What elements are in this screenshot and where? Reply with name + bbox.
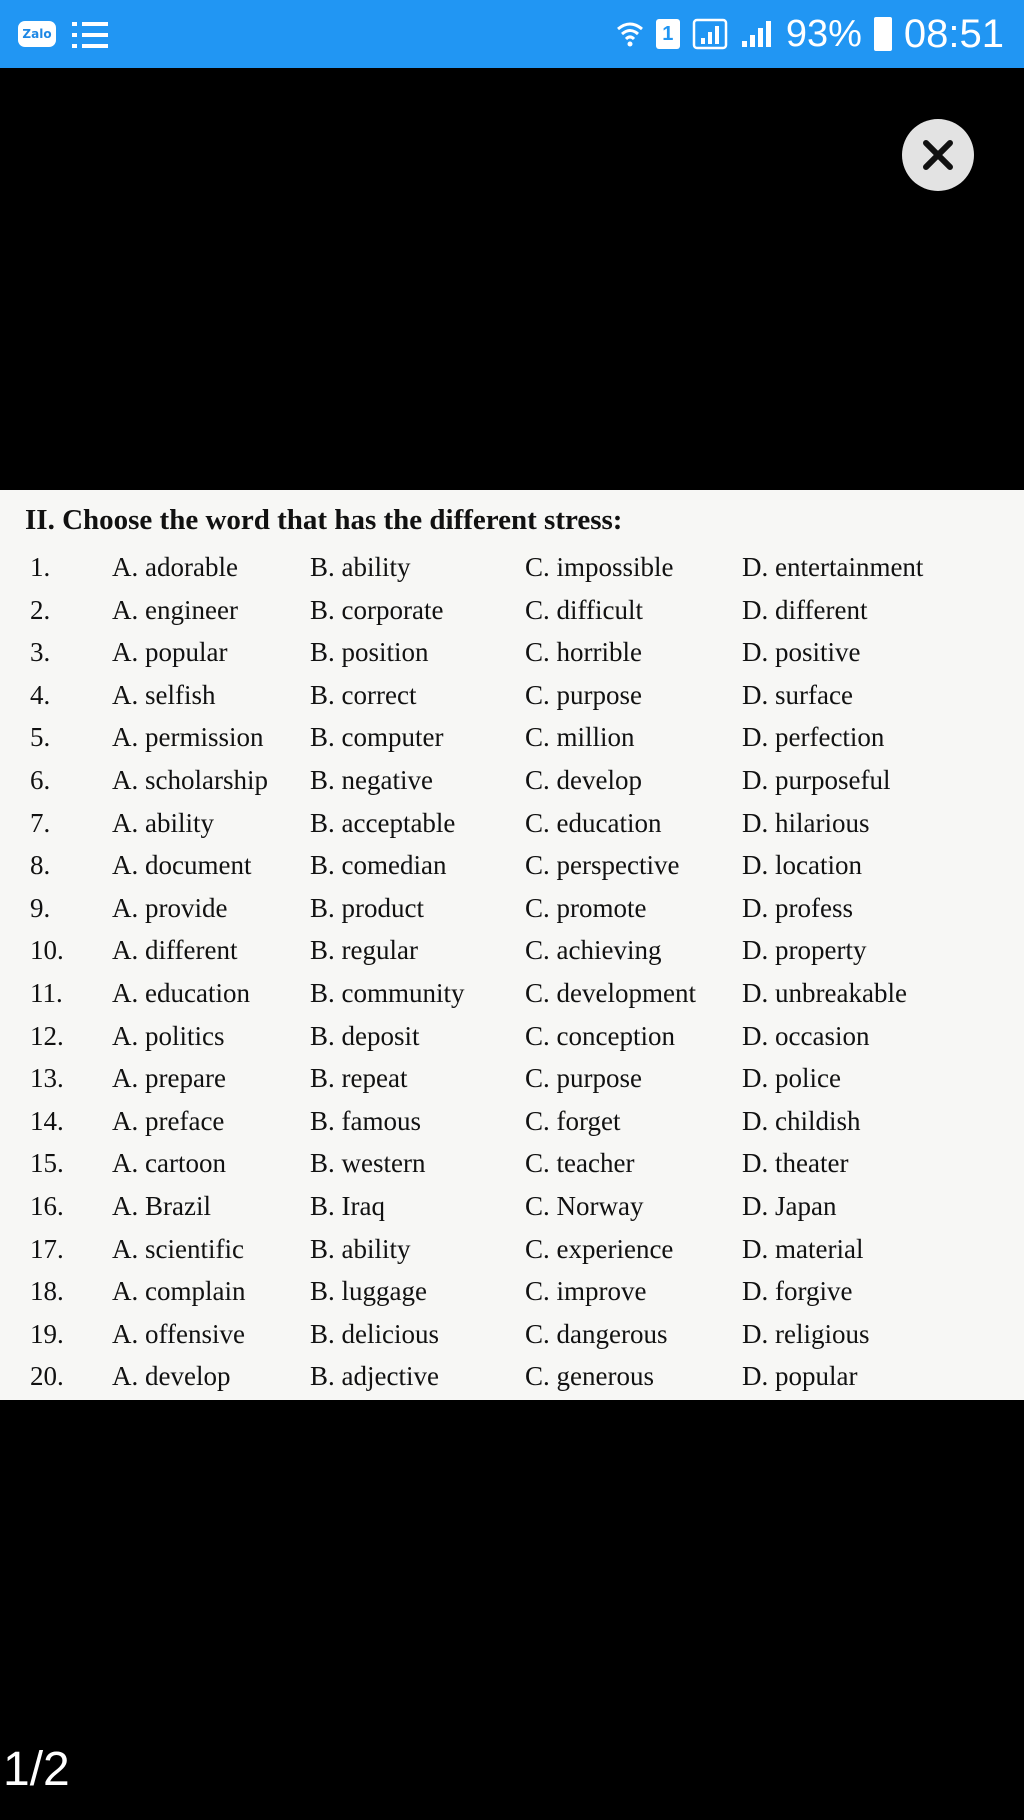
question-number: 13. <box>30 1063 64 1094</box>
question-number: 17. <box>30 1233 64 1264</box>
option-d: D. unbreakable <box>742 978 907 1008</box>
question-row <box>0 1234 1024 1276</box>
option-d: D. occasion <box>742 1020 870 1051</box>
question-number: 14. <box>30 1105 64 1136</box>
option-d: D. surface <box>742 679 853 710</box>
option-b: B. position <box>310 637 429 668</box>
question-number: 19. <box>30 1318 64 1349</box>
question-number: 6. <box>30 765 51 795</box>
option-d: D. positive <box>742 637 861 668</box>
question-row <box>0 850 1024 892</box>
question-number: 2. <box>30 594 51 625</box>
option-d: D. popular <box>742 1361 858 1392</box>
question-row <box>0 1148 1024 1190</box>
question-number: 8. <box>30 850 51 881</box>
option-d: D. forgive <box>742 1276 853 1307</box>
option-b: B. corporate <box>310 594 444 625</box>
option-b: B. regular <box>310 935 418 966</box>
option-b: B. repeat <box>310 1063 408 1094</box>
close-icon <box>918 135 958 175</box>
battery-icon <box>874 17 892 51</box>
question-number: 3. <box>30 637 51 668</box>
question-number: 9. <box>30 892 51 923</box>
clock: 08:51 <box>903 11 1004 56</box>
question-row <box>0 1021 1024 1063</box>
question-row <box>0 765 1024 807</box>
option-c: C. generous <box>525 1361 654 1392</box>
option-b: B. adjective <box>310 1361 439 1392</box>
option-c: C. purpose <box>525 679 642 710</box>
option-a: A. politics <box>112 1020 225 1051</box>
option-c: C. difficult <box>525 594 643 625</box>
option-c: C. forget <box>525 1105 621 1136</box>
question-row <box>0 1106 1024 1148</box>
close-button[interactable] <box>902 119 974 191</box>
menu-icon <box>72 22 108 48</box>
exercise-title: II. Choose the word that has the different stress: <box>25 504 623 536</box>
option-a: A. develop <box>112 1361 231 1392</box>
option-b: B. computer <box>310 722 444 753</box>
option-b: B. comedian <box>310 850 447 881</box>
option-a: A. selfish <box>112 679 216 710</box>
option-c: C. million <box>525 722 635 753</box>
option-a: A. cartoon <box>112 1148 226 1179</box>
question-number: 12. <box>30 1020 64 1051</box>
question-number: 15. <box>30 1148 64 1179</box>
option-c: C. teacher <box>525 1148 635 1179</box>
option-d: D. location <box>742 850 862 881</box>
question-number: 20. <box>30 1361 64 1392</box>
sim-icon: 1 <box>656 19 680 49</box>
option-c: C. Norway <box>525 1191 644 1221</box>
option-d: D. property <box>742 935 867 966</box>
option-c: C. conception <box>525 1020 675 1051</box>
option-c: C. experience <box>525 1233 674 1264</box>
option-c: C. promote <box>525 892 647 923</box>
signal-box-icon <box>692 18 728 50</box>
option-a: A. education <box>112 978 250 1008</box>
option-b: B. product <box>310 892 424 923</box>
option-c: C. horrible <box>525 637 642 668</box>
question-row <box>0 1319 1024 1361</box>
question-row <box>0 722 1024 764</box>
document-image <box>0 490 1024 1400</box>
option-a: A. provide <box>112 892 228 923</box>
status-icons <box>616 10 1004 58</box>
option-a: A. ability <box>112 807 214 838</box>
option-a: A. popular <box>112 637 228 668</box>
question-row <box>0 552 1024 594</box>
option-d: D. different <box>742 594 868 625</box>
signal-icon <box>740 19 774 49</box>
option-a: A. different <box>112 935 238 966</box>
battery-percent: 93% <box>785 12 862 55</box>
question-number: 18. <box>30 1276 64 1307</box>
option-a: A. offensive <box>112 1318 245 1349</box>
question-row <box>0 1361 1024 1403</box>
question-number: 1. <box>30 552 51 582</box>
option-a: A. scientific <box>112 1233 244 1264</box>
option-a: A. adorable <box>112 552 238 582</box>
option-a: A. document <box>112 850 252 881</box>
option-a: A. scholarship <box>112 765 268 795</box>
option-d: D. entertainment <box>742 552 924 582</box>
question-row <box>0 1276 1024 1318</box>
option-a: A. permission <box>112 722 264 753</box>
option-b: B. ability <box>310 1233 411 1264</box>
option-a: A. engineer <box>112 594 238 625</box>
option-b: B. correct <box>310 679 417 710</box>
question-number: 10. <box>30 935 64 966</box>
option-b: B. western <box>310 1148 426 1179</box>
option-d: D. theater <box>742 1148 849 1179</box>
question-row <box>0 1063 1024 1105</box>
question-row <box>0 893 1024 935</box>
option-d: D. Japan <box>742 1191 837 1221</box>
option-b: B. negative <box>310 765 433 795</box>
option-b: B. deposit <box>310 1020 420 1051</box>
question-number: 7. <box>30 807 51 838</box>
option-c: C. achieving <box>525 935 662 966</box>
question-number: 11. <box>30 978 63 1008</box>
option-c: C. impossible <box>525 552 674 582</box>
question-row <box>0 935 1024 977</box>
option-b: B. delicious <box>310 1318 439 1349</box>
option-c: C. perspective <box>525 850 680 881</box>
option-b: B. Iraq <box>310 1191 385 1221</box>
option-a: A. Brazil <box>112 1191 211 1221</box>
option-d: D. purposeful <box>742 765 891 795</box>
option-b: B. community <box>310 978 465 1008</box>
option-b: B. luggage <box>310 1276 427 1307</box>
question-row <box>0 680 1024 722</box>
option-c: C. purpose <box>525 1063 642 1094</box>
question-number: 16. <box>30 1191 64 1221</box>
option-c: C. improve <box>525 1276 647 1307</box>
question-number: 5. <box>30 722 51 753</box>
option-d: D. profess <box>742 892 853 923</box>
option-b: B. ability <box>310 552 411 582</box>
question-row <box>0 595 1024 637</box>
question-number: 4. <box>30 679 51 710</box>
question-row <box>0 1191 1024 1233</box>
question-row <box>0 808 1024 850</box>
question-row <box>0 637 1024 679</box>
option-a: A. preface <box>112 1105 225 1136</box>
option-d: D. material <box>742 1233 864 1264</box>
zalo-icon: Zalo <box>18 21 56 47</box>
option-a: A. prepare <box>112 1063 226 1094</box>
page-counter: 1/2 <box>3 1743 70 1796</box>
option-b: B. famous <box>310 1105 421 1136</box>
option-a: A. complain <box>112 1276 246 1307</box>
option-c: C. education <box>525 807 662 838</box>
option-c: C. development <box>525 978 696 1008</box>
option-d: D. childish <box>742 1105 861 1136</box>
option-d: D. police <box>742 1063 841 1094</box>
option-b: B. acceptable <box>310 807 456 838</box>
option-d: D. perfection <box>742 722 885 753</box>
wifi-icon <box>616 19 644 49</box>
option-c: C. dangerous <box>525 1318 668 1349</box>
question-row <box>0 978 1024 1020</box>
option-d: D. religious <box>742 1318 870 1349</box>
option-c: C. develop <box>525 765 642 795</box>
option-d: D. hilarious <box>742 807 870 838</box>
status-bar <box>0 0 1024 68</box>
